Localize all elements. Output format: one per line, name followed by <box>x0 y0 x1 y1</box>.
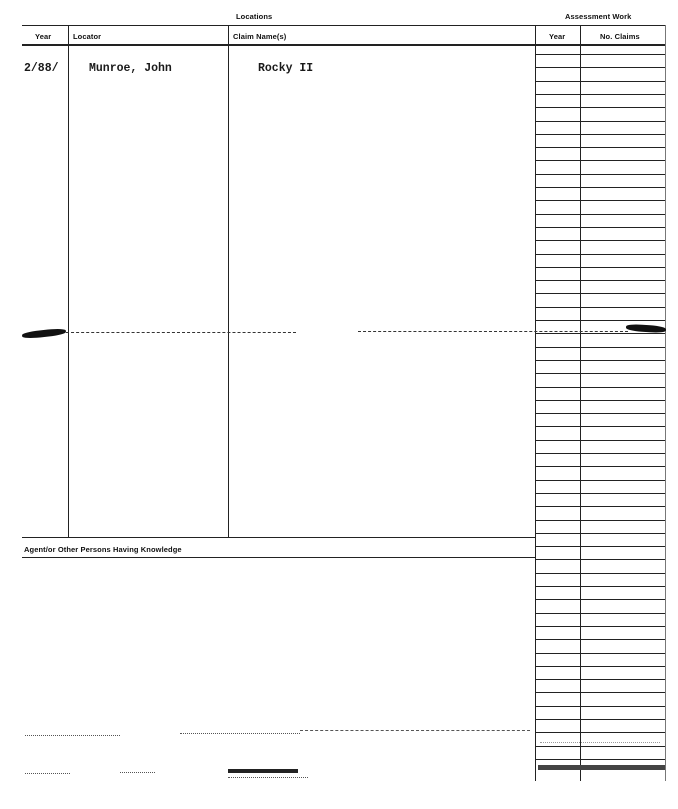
assessment-row-rule <box>535 134 665 135</box>
locator-claim-divider <box>228 25 229 537</box>
no-claims-column-header: No. Claims <box>600 32 640 41</box>
assessment-row-rule <box>535 307 665 308</box>
header-bottom-rule <box>22 44 665 46</box>
assessment-row-rule <box>535 453 665 454</box>
assessment-row-rule <box>535 293 665 294</box>
assessment-row-rule <box>535 719 665 720</box>
scan-noise <box>120 772 155 773</box>
assessment-ruled-rows <box>535 54 665 774</box>
assessment-row-rule <box>535 692 665 693</box>
locations-table-bottom-rule <box>22 537 535 538</box>
claim-names-column-header: Claim Name(s) <box>233 32 287 41</box>
assessment-row-rule <box>535 533 665 534</box>
assessment-row-rule <box>535 440 665 441</box>
assessment-row-rule <box>535 214 665 215</box>
assessment-row-rule <box>535 187 665 188</box>
scan-noise <box>25 735 120 736</box>
entry-locator: Munroe, John <box>89 62 172 75</box>
assessment-row-rule <box>535 320 665 321</box>
scan-noise <box>180 733 300 734</box>
assessment-row-rule <box>535 67 665 68</box>
assessment-row-rule <box>535 373 665 374</box>
agent-section-label: Agent/or Other Persons Having Knowledge <box>24 545 182 554</box>
scan-smudge <box>228 769 298 773</box>
assessment-row-rule <box>535 227 665 228</box>
locator-column-header: Locator <box>73 32 102 41</box>
assessment-row-rule <box>535 599 665 600</box>
assessment-row-rule <box>535 626 665 627</box>
scan-noise <box>540 742 660 743</box>
left-black-tab-mark <box>22 328 66 340</box>
entry-year: 2/88/ <box>24 62 59 75</box>
assessment-row-rule <box>535 520 665 521</box>
assessment-row-rule <box>535 280 665 281</box>
assessment-row-rule <box>535 267 665 268</box>
assessment-row-rule <box>535 679 665 680</box>
scan-noise <box>300 730 530 731</box>
assessment-row-rule <box>535 174 665 175</box>
assessment-row-rule <box>535 613 665 614</box>
right-edge-rule <box>665 25 666 781</box>
assessment-row-rule <box>535 653 665 654</box>
assessment-row-rule <box>535 573 665 574</box>
assessment-row-rule <box>535 759 665 760</box>
scan-noise <box>25 773 70 774</box>
assessment-row-rule <box>535 506 665 507</box>
assessment-row-rule <box>535 493 665 494</box>
assessment-row-rule <box>535 666 665 667</box>
agent-section-rule <box>22 557 535 558</box>
assessment-row-rule <box>535 160 665 161</box>
header-top-rule <box>22 25 665 26</box>
assessment-row-rule <box>535 360 665 361</box>
year-column-header: Year <box>35 32 52 41</box>
assessment-row-rule <box>535 121 665 122</box>
fold-line-left <box>66 332 296 333</box>
entry-claim-name: Rocky II <box>258 62 314 75</box>
assessment-row-rule <box>535 81 665 82</box>
assessment-row-rule <box>535 426 665 427</box>
assessment-row-rule <box>535 94 665 95</box>
assessment-row-rule <box>535 706 665 707</box>
assessment-row-rule <box>535 480 665 481</box>
assessment-row-rule <box>535 147 665 148</box>
assessment-row-rule <box>535 240 665 241</box>
assessment-year-column-header: Year <box>549 32 566 41</box>
assessment-row-rule <box>535 639 665 640</box>
assessment-row-rule <box>535 732 665 733</box>
assessment-row-rule <box>535 333 665 334</box>
assessment-row-rule <box>535 107 665 108</box>
assessment-row-rule <box>535 466 665 467</box>
assessment-row-rule <box>535 586 665 587</box>
scan-smudge <box>538 765 665 770</box>
assessment-row-rule <box>535 746 665 747</box>
year-locator-divider <box>68 25 69 537</box>
assessment-row-rule <box>535 559 665 560</box>
assessment-row-rule <box>535 546 665 547</box>
assessment-row-rule <box>535 54 665 55</box>
assessment-row-rule <box>535 200 665 201</box>
assessment-row-rule <box>535 387 665 388</box>
scan-noise <box>228 777 308 778</box>
assessment-row-rule <box>535 254 665 255</box>
assessment-work-section-title: Assessment Work <box>565 12 632 21</box>
locations-section-title: Locations <box>236 12 273 21</box>
assessment-row-rule <box>535 347 665 348</box>
assessment-row-rule <box>535 413 665 414</box>
assessment-row-rule <box>535 400 665 401</box>
